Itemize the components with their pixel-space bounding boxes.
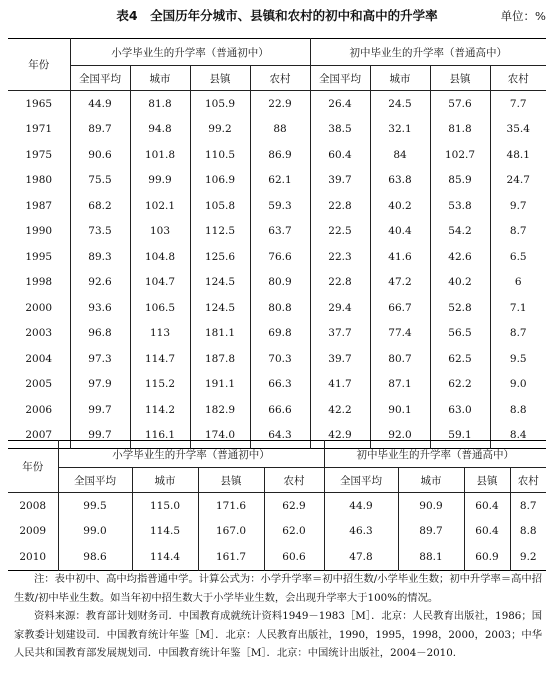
rate-cell: 104.8 [130,244,190,270]
rate-cell: 85.9 [430,168,490,194]
rate-cell: 42.9 [328,429,352,442]
rate-cell: 64.3 [250,423,310,449]
table-row [8,117,546,143]
rate-cell: 124.5 [190,295,250,321]
rate-cell: 40.2 [430,270,490,296]
table-caption [0,6,554,26]
rate-cell: 9.5 [490,346,546,372]
rate-cell: 6.5 [490,244,546,270]
table-row [8,493,546,519]
year-cell: 2009 [8,519,58,545]
year-cell: 1965 [8,91,70,117]
note-text [14,570,542,607]
rate-cell: 39.7 [328,352,352,365]
rate-cell: 53.8 [430,193,490,219]
rate-cell: 9.2 [510,544,546,570]
rate-cell: 90.1 [370,397,430,423]
rate-cell: 66.3 [250,372,310,398]
table-body [8,91,546,449]
rate-cell: 8.7 [490,219,546,245]
rate-cell: 99.0 [83,525,107,538]
rate-cell: 7.7 [490,91,546,117]
rate-cell: 112.5 [190,219,250,245]
rate-cell: 114.4 [132,544,198,570]
rate-cell: 60.6 [264,544,324,570]
rate-cell: 22.8 [328,199,352,212]
rate-cell: 9.7 [490,193,546,219]
year-cell: 2010 [8,544,58,570]
rate-cell: 60.9 [464,544,510,570]
rate-cell: 8.4 [490,423,546,449]
year-cell: 2006 [8,397,70,423]
table-row [8,519,546,545]
rate-cell: 92.0 [370,423,430,449]
junior-group-header: 初中毕业生的升学率（普通高中） [349,46,507,59]
year-cell: 1990 [8,219,70,245]
rate-cell: 57.6 [430,91,490,117]
rate-cell: 84 [370,142,430,168]
rate-cell: 62.2 [430,372,490,398]
column-header: 县镇 [464,468,510,493]
rate-cell: 161.7 [198,544,264,570]
rate-cell: 9.0 [490,372,546,398]
rate-cell: 94.8 [130,117,190,143]
column-header: 全国平均 [319,72,361,85]
rate-cell: 105.8 [190,193,250,219]
enrollment-rate-table-1965-2007 [8,38,546,449]
year-cell: 1998 [8,270,70,296]
column-header: 全国平均 [340,474,382,487]
rate-cell: 99.7 [88,403,112,416]
rate-cell: 102.7 [430,142,490,168]
rate-cell: 98.6 [83,550,107,563]
rate-cell: 174.0 [190,423,250,449]
rate-cell: 115.2 [130,372,190,398]
rate-cell: 181.1 [190,321,250,347]
junior-group-header: 初中毕业生的升学率（普通高中） [356,448,514,461]
rate-cell: 46.3 [349,525,373,538]
rate-cell: 48.1 [490,142,546,168]
rate-cell: 114.2 [130,397,190,423]
rate-cell: 35.4 [490,117,546,143]
year-cell: 1995 [8,244,70,270]
column-header: 县镇 [190,66,250,91]
column-header: 城市 [132,468,198,493]
table-row [8,142,546,168]
column-header: 全国平均 [74,474,116,487]
rate-cell: 97.9 [88,378,112,391]
primary-group-header: 小学毕业生的升学率（普通初中） [58,441,324,468]
year-header: 年份 [8,39,70,91]
rate-cell: 59.1 [430,423,490,449]
rate-cell: 62.1 [250,168,310,194]
rate-cell: 80.8 [250,295,310,321]
rate-cell: 40.4 [370,219,430,245]
rate-cell: 22.5 [328,225,352,238]
rate-cell: 115.0 [132,493,198,519]
rate-cell: 22.9 [250,91,310,117]
rate-cell: 89.7 [398,519,464,545]
rate-cell: 44.9 [88,97,112,110]
year-header: 年份 [8,441,58,493]
table-row [8,544,546,570]
rate-cell: 37.7 [328,327,352,340]
table-row [8,372,546,398]
enrollment-rate-table-2008-2010 [8,440,546,571]
column-header: 农村 [264,468,324,493]
year-cell: 1971 [8,117,70,143]
rate-cell: 62.0 [264,519,324,545]
rate-cell: 99.9 [130,168,190,194]
year-cell: 1987 [8,193,70,219]
rate-cell: 63.7 [250,219,310,245]
table-row [8,397,546,423]
year-cell: 2005 [8,372,70,398]
rate-cell: 22.3 [328,250,352,263]
column-header: 全国平均 [79,72,121,85]
rate-cell: 38.5 [328,123,352,136]
rate-cell: 42.6 [430,244,490,270]
rate-cell: 8.7 [510,493,546,519]
rate-cell: 191.1 [190,372,250,398]
rate-cell: 76.6 [250,244,310,270]
rate-cell: 42.2 [328,403,352,416]
rate-cell: 60.4 [464,519,510,545]
rate-cell: 171.6 [198,493,264,519]
rate-cell: 62.9 [264,493,324,519]
rate-cell: 22.8 [328,276,352,289]
year-cell: 2004 [8,346,70,372]
source-text [14,607,542,663]
rate-cell: 63.0 [430,397,490,423]
rate-cell: 75.5 [88,174,112,187]
rate-cell: 63.8 [370,168,430,194]
table-row [8,193,546,219]
rate-cell: 60.4 [328,148,352,161]
column-header: 城市 [370,66,430,91]
rate-cell: 114.5 [132,519,198,545]
table-row [8,346,546,372]
rate-cell: 39.7 [328,174,352,187]
table-notes [14,570,542,663]
rate-cell: 7.1 [490,295,546,321]
rate-cell: 24.5 [370,91,430,117]
rate-cell: 77.4 [370,321,430,347]
primary-group-header: 小学毕业生的升学率（普通初中） [70,39,310,66]
rate-cell: 59.3 [250,193,310,219]
year-cell: 1975 [8,142,70,168]
rate-cell: 24.7 [490,168,546,194]
rate-cell: 90.9 [398,493,464,519]
rate-cell: 182.9 [190,397,250,423]
rate-cell: 103 [130,219,190,245]
rate-cell: 56.5 [430,321,490,347]
column-header: 农村 [250,66,310,91]
rate-cell: 90.6 [88,148,112,161]
rate-cell: 88.1 [398,544,464,570]
table-row [8,219,546,245]
rate-cell: 92.6 [88,276,112,289]
rate-cell: 104.7 [130,270,190,296]
rate-cell: 44.9 [349,499,373,512]
rate-cell: 41.6 [370,244,430,270]
rate-cell: 41.7 [328,378,352,391]
table-row [8,270,546,296]
rate-cell: 96.8 [88,327,112,340]
table-title: 表4 全国历年分城市、县镇和农村的初中和高中的升学率 [116,8,438,23]
source-content: 资料来源：教育部计划财务司．中国教育成就统计资料1949－1983［M］．北京：人民教育出版社，1986；国家教委计划建设司．中国教育统计年鉴［M］．北京：人民教育出版社，1990，1995，1998，2000，2003；中华人民共和国教育部发展规划司．中国教育统计年鉴［M］．北京：中国统计出版社，2004－2010. [14,610,542,659]
rate-cell: 87.1 [370,372,430,398]
rate-cell: 187.8 [190,346,250,372]
rate-cell: 110.5 [190,142,250,168]
year-cell: 2008 [8,493,58,519]
rate-cell: 99.2 [190,117,250,143]
rate-cell: 106.5 [130,295,190,321]
column-header: 县镇 [198,468,264,493]
rate-cell: 88 [250,117,310,143]
rate-cell: 105.9 [190,91,250,117]
rate-cell: 102.1 [130,193,190,219]
rate-cell: 8.8 [490,397,546,423]
rate-cell: 6 [490,270,546,296]
rate-cell: 54.2 [430,219,490,245]
year-cell: 1980 [8,168,70,194]
column-header: 农村 [510,468,546,493]
rate-cell: 93.6 [88,301,112,314]
year-cell: 2007 [8,423,70,449]
table-row [8,244,546,270]
rate-cell: 68.2 [88,199,112,212]
column-header: 农村 [490,66,546,91]
rate-cell: 80.7 [370,346,430,372]
rate-cell: 101.8 [130,142,190,168]
rate-cell: 60.4 [464,493,510,519]
rate-cell: 69.8 [250,321,310,347]
rate-cell: 26.4 [328,97,352,110]
note-content: 注：表中初中、高中均指普通中学。计算公式为：小学升学率＝初中招生数/小学毕业生数；初中升学率＝高中招生数/初中毕业生数。如当年初中招生数大于小学毕业生数，会出现升学率大于100%的情况。 [14,573,543,604]
unit-label: 单位：% [500,9,546,23]
year-cell: 2003 [8,321,70,347]
rate-cell: 40.2 [370,193,430,219]
rate-cell: 97.3 [88,352,112,365]
rate-cell: 47.8 [349,550,373,563]
column-header: 县镇 [430,66,490,91]
rate-cell: 167.0 [198,519,264,545]
rate-cell: 114.7 [130,346,190,372]
rate-cell: 113 [130,321,190,347]
rate-cell: 70.3 [250,346,310,372]
rate-cell: 29.4 [328,301,352,314]
rate-cell: 124.5 [190,270,250,296]
table-row [8,321,546,347]
rate-cell: 106.9 [190,168,250,194]
rate-cell: 32.1 [370,117,430,143]
rate-cell: 66.6 [250,397,310,423]
rate-cell: 86.9 [250,142,310,168]
column-header: 城市 [398,468,464,493]
table-row [8,295,546,321]
rate-cell: 99.7 [88,429,112,442]
rate-cell: 89.3 [88,250,112,263]
rate-cell: 8.7 [490,321,546,347]
table-body [8,493,546,571]
rate-cell: 116.1 [130,423,190,449]
rate-cell: 62.5 [430,346,490,372]
rate-cell: 73.5 [88,225,112,238]
rate-cell: 125.6 [190,244,250,270]
year-cell: 2000 [8,295,70,321]
rate-cell: 81.8 [430,117,490,143]
rate-cell: 99.5 [83,499,107,512]
rate-cell: 81.8 [130,91,190,117]
table-row [8,168,546,194]
table-row [8,91,546,117]
column-header: 城市 [130,66,190,91]
rate-cell: 52.8 [430,295,490,321]
rate-cell: 66.7 [370,295,430,321]
rate-cell: 89.7 [88,123,112,136]
rate-cell: 8.8 [510,519,546,545]
rate-cell: 80.9 [250,270,310,296]
rate-cell: 47.2 [370,270,430,296]
